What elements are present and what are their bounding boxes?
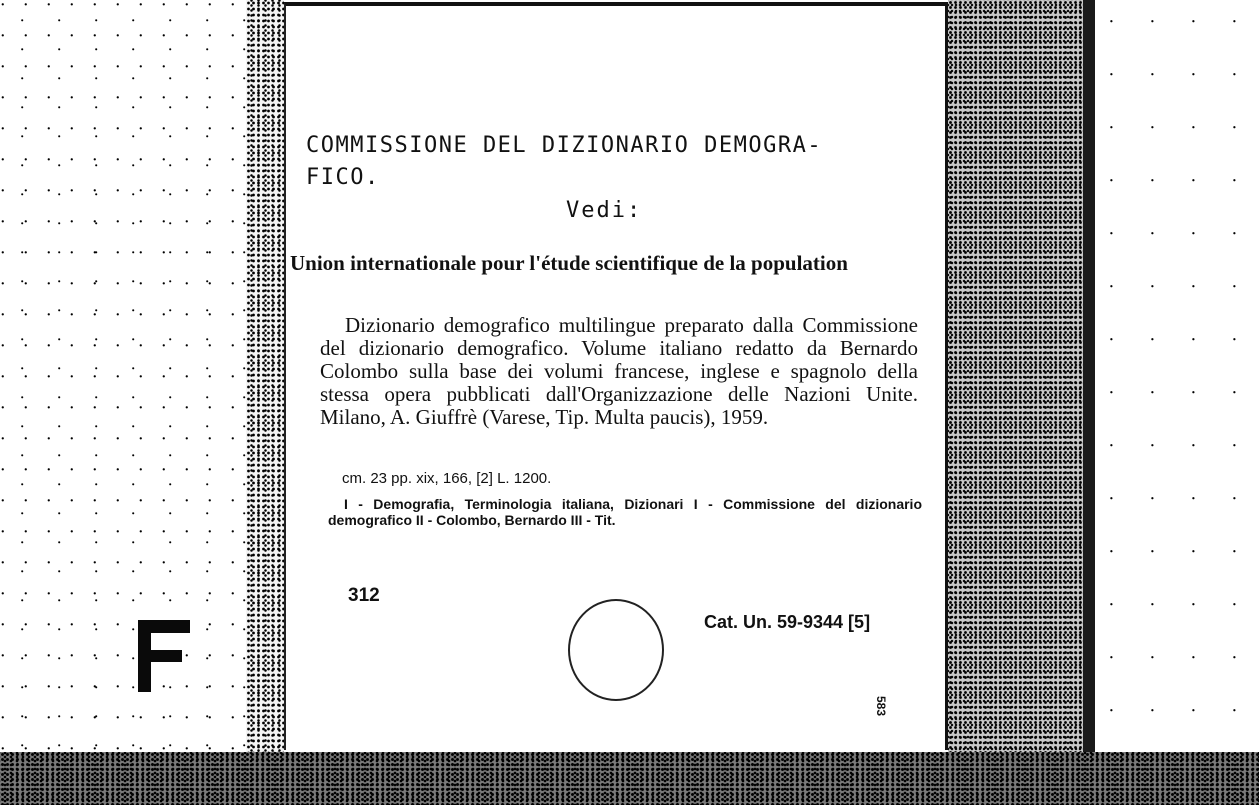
see-reference-label: Vedi:	[566, 198, 643, 223]
catalog-reference: Cat. Un. 59-9344 [5]	[704, 612, 871, 632]
bibliographic-description: Dizionario demografico multilingue preparato dalla Commissione del dizionario demografico. Volume italiano redatto da Bernardo Colombo sulla base dei volumi francese, inglese e spagnolo della stessa opera pubblicati dall'Organizzazione delle Nazioni Unite. Milano, A. Giuffrè (Varese, Tip. Multa paucis), 1959.	[320, 313, 918, 429]
subject-tracings: I - Demografia, Terminologia italiana, Dizionari I - Commissione del dizionario demografico II - Colombo, Bernardo III - Tit.	[328, 496, 922, 528]
card-number: 312	[348, 585, 380, 606]
tab-letter-f-glyph	[138, 620, 190, 692]
collation-line: cm. 23 pp. xix, 166, [2] L. 1200.	[342, 470, 552, 487]
scan-background-right	[1095, 0, 1259, 752]
scan-bottom-band	[0, 752, 1259, 805]
main-entry-heading: Union internationale pour l'étude scientifique de la population	[290, 251, 848, 275]
adjacent-card-edge	[1083, 0, 1095, 752]
edge-mark: 583	[874, 696, 888, 717]
catalog-card	[284, 2, 948, 750]
punch-hole	[568, 599, 664, 701]
typed-heading: COMMISSIONE DEL DIZIONARIO DEMOGRA- FICO.	[306, 133, 823, 190]
adjacent-card-strip	[948, 0, 1093, 752]
card-left-shadow	[246, 0, 284, 752]
